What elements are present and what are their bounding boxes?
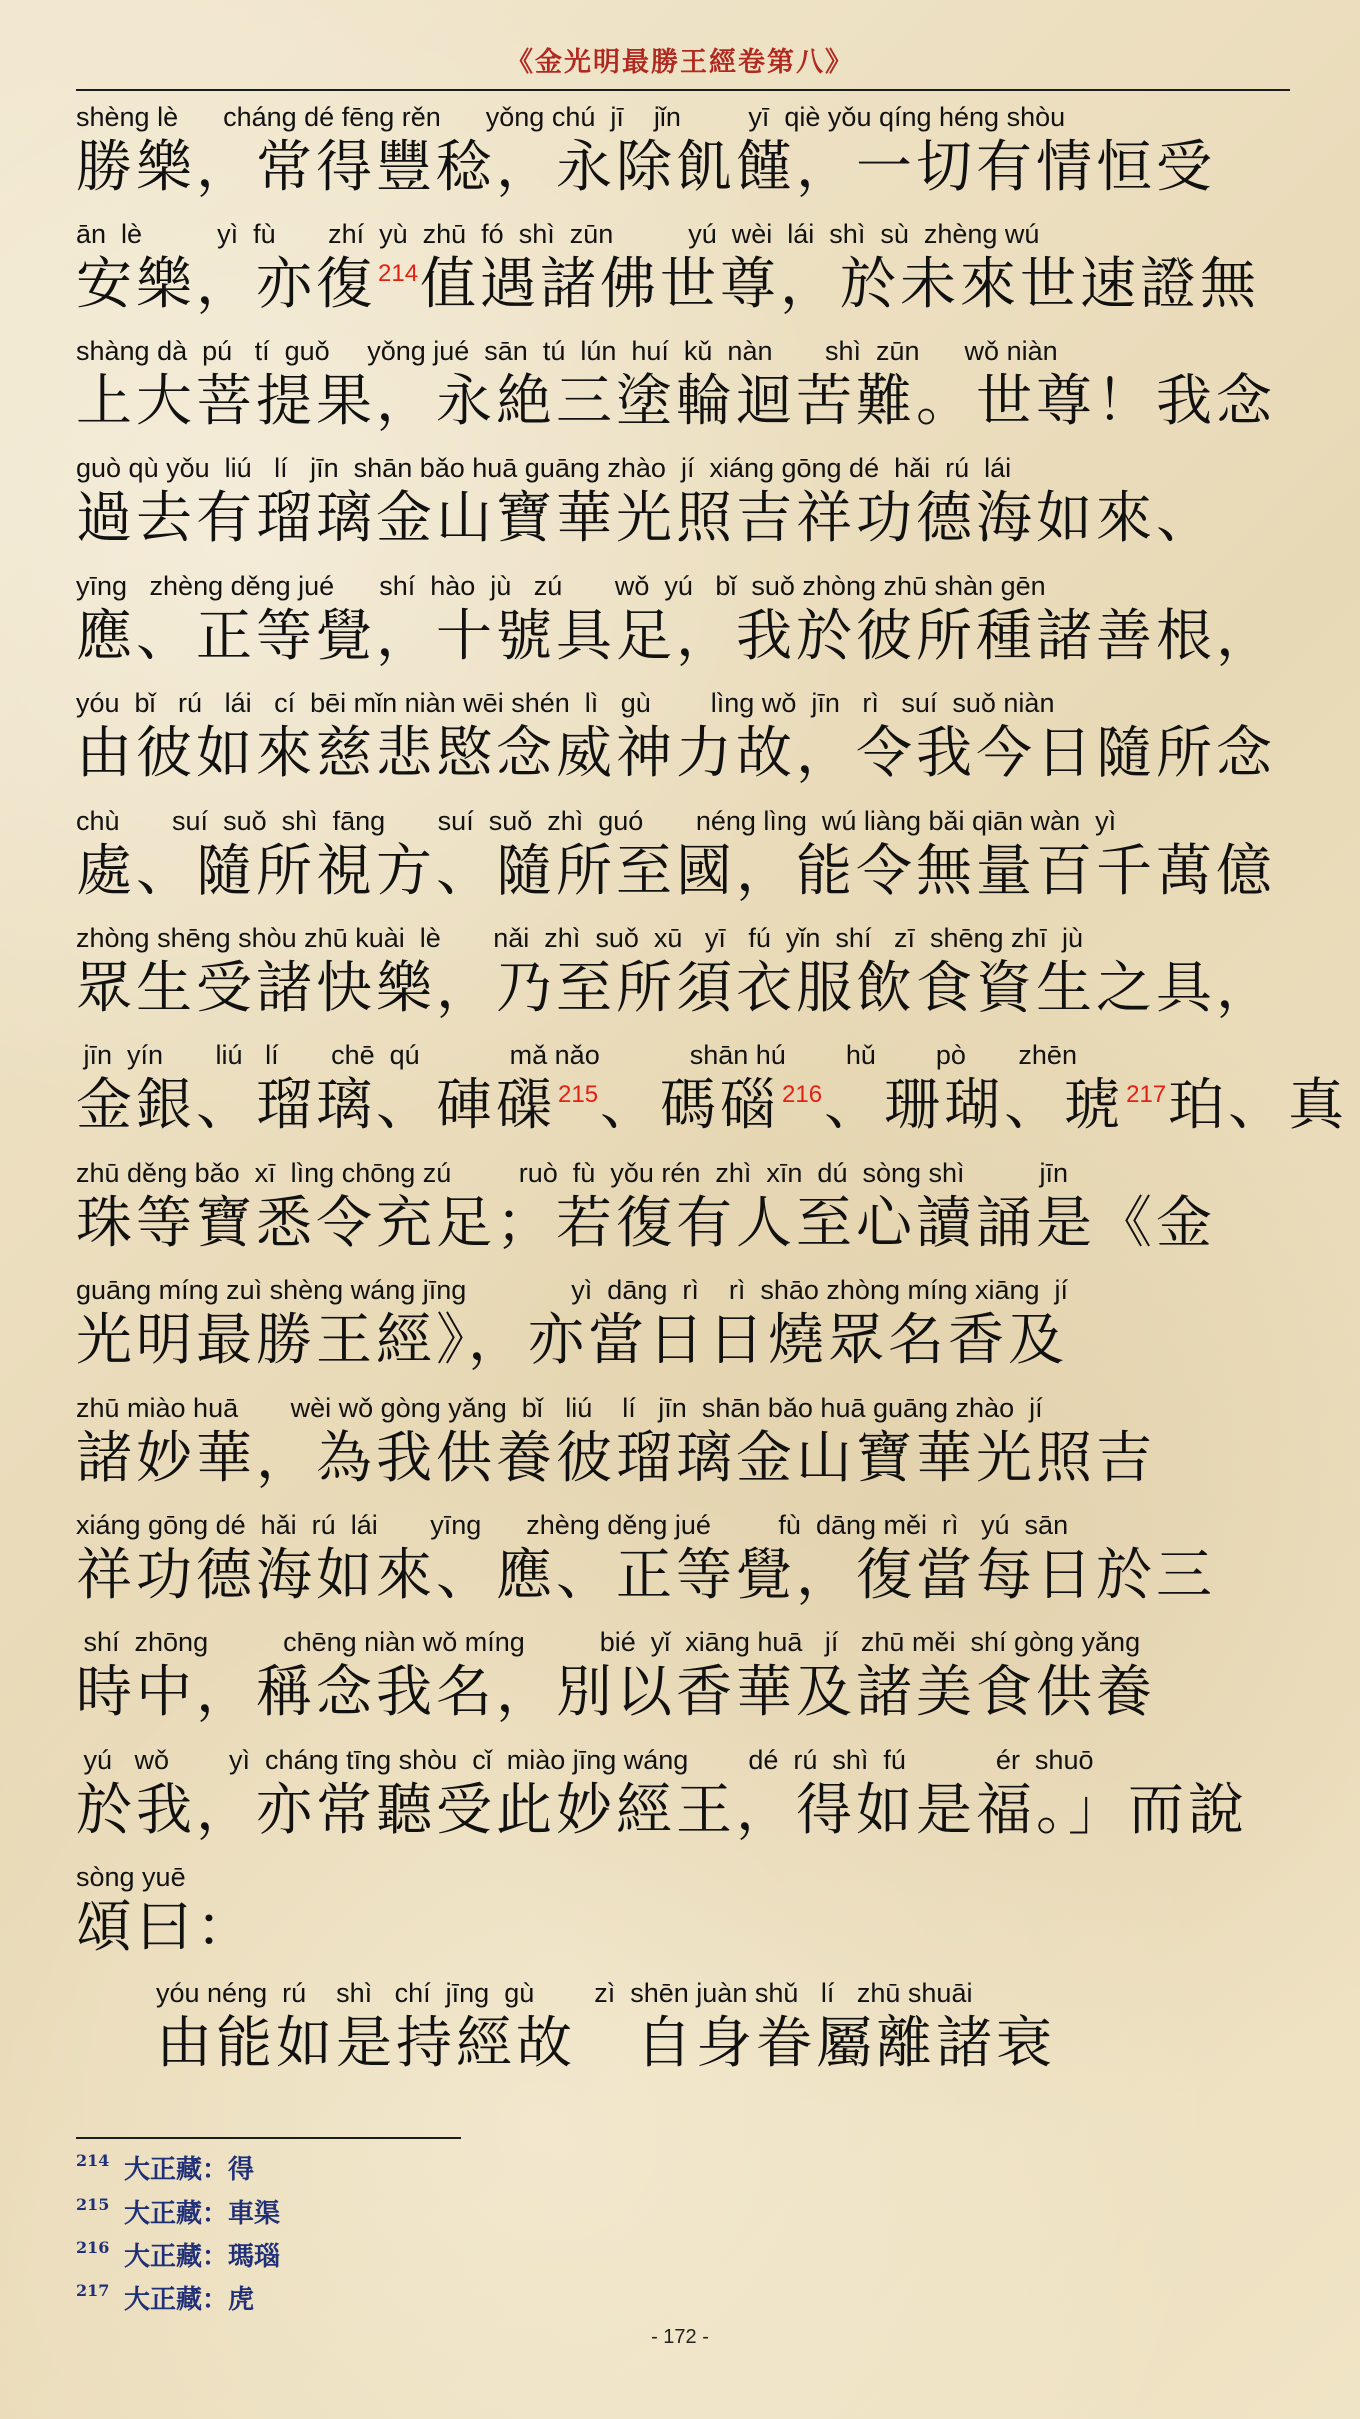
text-line-9	[76, 1039, 1349, 1145]
text-line-8	[76, 922, 1290, 1028]
chinese-line: 由能如是持經故 自身眷屬離諸衰	[156, 2011, 1056, 2076]
footnote-217	[76, 2280, 254, 2320]
chinese-line: 過去有瑠璃金山寶華光照吉祥功德海如來、	[76, 486, 1216, 551]
chinese-line: 時中，稱念我名，別以香華及諸美食供養	[76, 1660, 1156, 1725]
text-line-5	[76, 570, 1290, 676]
footnote-number: 214	[76, 2151, 110, 2170]
pinyin-line: guò qù yǒu liú lí jīn shān bǎo huā guāng zhào jí xiáng gōng dé hǎi rú lái	[76, 453, 1012, 483]
footnote-216	[76, 2237, 280, 2277]
text-line-3	[76, 335, 1290, 441]
pinyin-line: shàng dà pú tí guǒ yǒng jué sān tú lún huí kǔ nàn shì zūn wǒ niàn	[76, 336, 1058, 366]
footnote-number: 216	[76, 2238, 110, 2257]
text-line-4	[76, 452, 1290, 558]
footnote-number: 217	[76, 2281, 110, 2300]
chinese-text: 、珊瑚、琥	[824, 1073, 1125, 1138]
chinese-line: 處、隨所視方、隨所至國，能令無量百千萬億	[76, 839, 1276, 904]
chinese-text: 值遇諸佛世尊，於未來世速證無	[420, 252, 1261, 317]
text-line-11	[76, 1274, 1290, 1380]
footnote-215	[76, 2194, 280, 2234]
chinese-line	[76, 1073, 1349, 1145]
pinyin-line: yóu bǐ rú lái cí bēi mǐn niàn wēi shén lì gù lìng wǒ jīn rì suí suǒ niàn	[76, 688, 1055, 718]
chinese-line: 諸妙華，為我供養彼瑠璃金山寶華光照吉	[76, 1426, 1156, 1491]
pinyin-line: jīn yín liú lí chē qú mǎ nǎo shān hú hǔ pò zhēn	[76, 1040, 1077, 1070]
footnote-marker-217[interactable]: 217	[1126, 1081, 1167, 1108]
chinese-line: 光明最勝王經》，亦當日日燒眾名香及	[76, 1308, 1068, 1373]
pinyin-line: zhū děng bǎo xī lìng chōng zú ruò fù yǒu rén zhì xīn dú sòng shì jīn	[76, 1158, 1069, 1188]
chinese-line: 珠等寶悉令充足；若復有人至心讀誦是《金	[76, 1191, 1216, 1256]
text-line-1	[76, 101, 1290, 207]
chinese-text: 金銀、瑠璃、硨磲	[76, 1073, 556, 1138]
pinyin-line: zhū miào huā wèi wǒ gòng yǎng bǐ liú lí jīn shān bǎo huā guāng zhào jí	[76, 1393, 1043, 1423]
footnote-text: 大正藏：得	[124, 2155, 255, 2185]
footnote-divider	[76, 2137, 461, 2139]
text-line-7	[76, 805, 1290, 911]
chinese-line: 上大菩提果，永絶三塗輪迴苦難。世尊！我念	[76, 369, 1276, 434]
chinese-line	[76, 252, 1290, 324]
pinyin-line: guāng míng zuì shèng wáng jīng yì dāng rì rì shāo zhòng míng xiāng jí	[76, 1275, 1069, 1305]
text-line-10	[76, 1157, 1290, 1263]
text-line-16	[76, 1861, 1290, 1967]
text-line-14	[76, 1626, 1290, 1732]
pinyin-line: xiáng gōng dé hǎi rú lái yīng zhèng děng jué fù dāng měi rì yú sān	[76, 1510, 1069, 1540]
chinese-text: 、碼碯	[600, 1073, 781, 1138]
pinyin-line: chù suí suǒ shì fāng suí suǒ zhì guó néng lìng wú liàng bǎi qiān wàn yì	[76, 806, 1117, 836]
pinyin-line: zhòng shēng shòu zhū kuài lè nǎi zhì suǒ xū yī fú yǐn shí zī shēng zhī jù	[76, 923, 1084, 953]
page-number: - 172 -	[651, 2326, 709, 2348]
footnote-214	[76, 2150, 254, 2190]
footnote-text: 大正藏：瑪瑙	[124, 2242, 281, 2272]
chinese-text: 珀、真	[1168, 1073, 1349, 1138]
pinyin-line: yīng zhèng děng jué shí hào jù zú wǒ yú bǐ suǒ zhòng zhū shàn gēn	[76, 571, 1046, 601]
footnote-text: 大正藏：虎	[124, 2285, 255, 2315]
pinyin-line: sòng yuē	[76, 1862, 186, 1892]
page-header-title: 《金光明最勝王經卷第八》	[506, 47, 854, 78]
pinyin-line: yú wǒ yì cháng tīng shòu cǐ miào jīng wáng dé rú shì fú ér shuō	[76, 1745, 1094, 1775]
text-line-12	[76, 1392, 1290, 1498]
pinyin-line: yóu néng rú shì chí jīng gù zì shēn juàn shǔ lí zhū shuāi	[156, 1978, 973, 2008]
text-line-13	[76, 1509, 1290, 1615]
chinese-line: 由彼如來慈悲愍念威神力故，令我今日隨所念	[76, 721, 1276, 786]
chinese-line: 眾生受諸快樂，乃至所須衣服飲食資生之具，	[76, 956, 1276, 1021]
pinyin-line: shèng lè cháng dé fēng rěn yǒng chú jī jǐn yī qiè yǒu qíng héng shòu	[76, 102, 1066, 132]
footnote-marker-215[interactable]: 215	[558, 1081, 599, 1108]
footnote-marker-216[interactable]: 216	[782, 1081, 823, 1108]
text-line-2	[76, 218, 1290, 324]
chinese-line: 祥功德海如來、應、正等覺，復當每日於三	[76, 1543, 1216, 1608]
footnote-number: 215	[76, 2195, 110, 2214]
pinyin-line: shí zhōng chēng niàn wǒ míng bié yǐ xiāng huā jí zhū měi shí gòng yǎng	[76, 1627, 1141, 1657]
footnote-text: 大正藏：車渠	[124, 2199, 281, 2229]
text-line-15	[76, 1744, 1290, 1850]
footnote-marker-214[interactable]: 214	[378, 260, 419, 287]
text-line-6	[76, 687, 1290, 793]
chinese-line: 應、正等覺，十號具足，我於彼所種諸善根，	[76, 604, 1276, 669]
chinese-line: 於我，亦常聽受此妙經王，得如是福。」而說	[76, 1778, 1248, 1843]
chinese-line: 頌曰：	[76, 1895, 256, 1960]
chinese-line: 勝樂，常得豐稔，永除飢饉，一切有情恒受	[76, 135, 1216, 200]
pinyin-line: ān lè yì fù zhí yù zhū fó shì zūn yú wèi lái shì sù zhèng wú	[76, 219, 1040, 249]
header-divider	[76, 89, 1290, 91]
verse-line-1	[156, 1977, 1186, 2083]
chinese-text: 安樂，亦復	[76, 252, 376, 317]
